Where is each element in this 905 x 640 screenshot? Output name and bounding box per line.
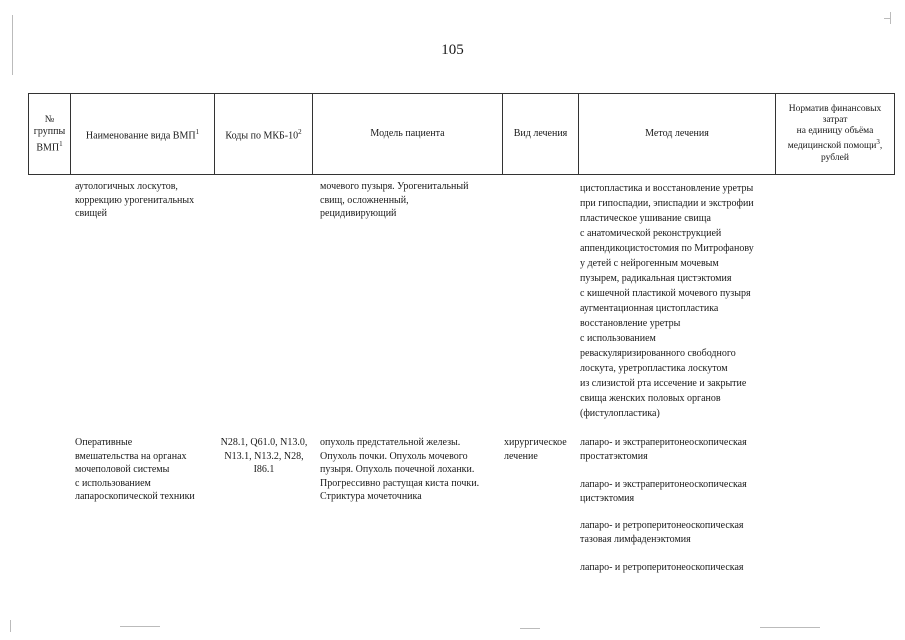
page-number: 105 [441, 42, 464, 58]
row2-method-1: лапаро- и экстраперитонеоскопическая простатэктомия [580, 437, 747, 462]
header-mkb-codes: Коды по МКБ-$10^2$ [215, 94, 313, 175]
row2-mkb-codes: N28.1, Q61.0, N13.0, N13.1, N13.2, N28, I86.1 [220, 437, 308, 475]
row1-treatment-method: цистопластика и восстановление уретры при гипоспадии, эписпадии и экстрофии пластическое ушивание свища с анатомической реконструкцией аппендикоцистостомия по Митрофанову у детей с нейрогенным мочевым пузырем, радикальная цистэктомия с кишечной пластикой мочевого пузыря аугментационная цистопластика восстановление уретры с использованием реваскуляризированного свободного лоскута, уретропластика лоскутом из слизистой рта иссечение и закрытие свища женских половых органов (фистулопластика) [580, 183, 754, 419]
header-vmp-name: Наименование вида ВМП$^1$ [71, 94, 215, 175]
row2-method-2: лапаро- и экстраперитонеоскопическая цистэктомия [580, 479, 747, 504]
row1-patient-model: мочевого пузыря. Урогенитальный свищ, осложненный, рецидивирующий [320, 181, 469, 219]
table-header [28, 93, 895, 175]
row2-method-4: лапаро- и ретроперитонеоскопическая [580, 562, 744, 573]
row2-vmp-name: Оперативные вмешательства на органах мочеполовой системы с использованием лапароскопической техники [75, 437, 195, 502]
header-patient-model: Модель пациента [313, 94, 503, 175]
row1-vmp-name: аутологичных лоскутов, коррекцию урогенитальных свищей [75, 181, 195, 219]
header-group-number: № группы ВМП$^1$ [29, 94, 71, 175]
header-cost-standard: Норматив финансовых затрат на единицу объёма медицинской помощи$^3$, рублей [776, 94, 895, 175]
row2-patient-model: опухоль предстательной железы. Опухоль почки. Опухоль мочевого пузыря. Опухоль почечной лоханки. Прогрессивно растущая киста почки. Стриктура мочеточника [320, 437, 480, 502]
row2-treatment-type: хирургическое лечение [504, 437, 567, 462]
header-treatment-method: Метод лечения [579, 94, 776, 175]
header-treatment-type: Вид лечения [503, 94, 579, 175]
row2-method-3: лапаро- и ретроперитонеоскопическая тазовая лимфаденэктомия [580, 520, 744, 545]
